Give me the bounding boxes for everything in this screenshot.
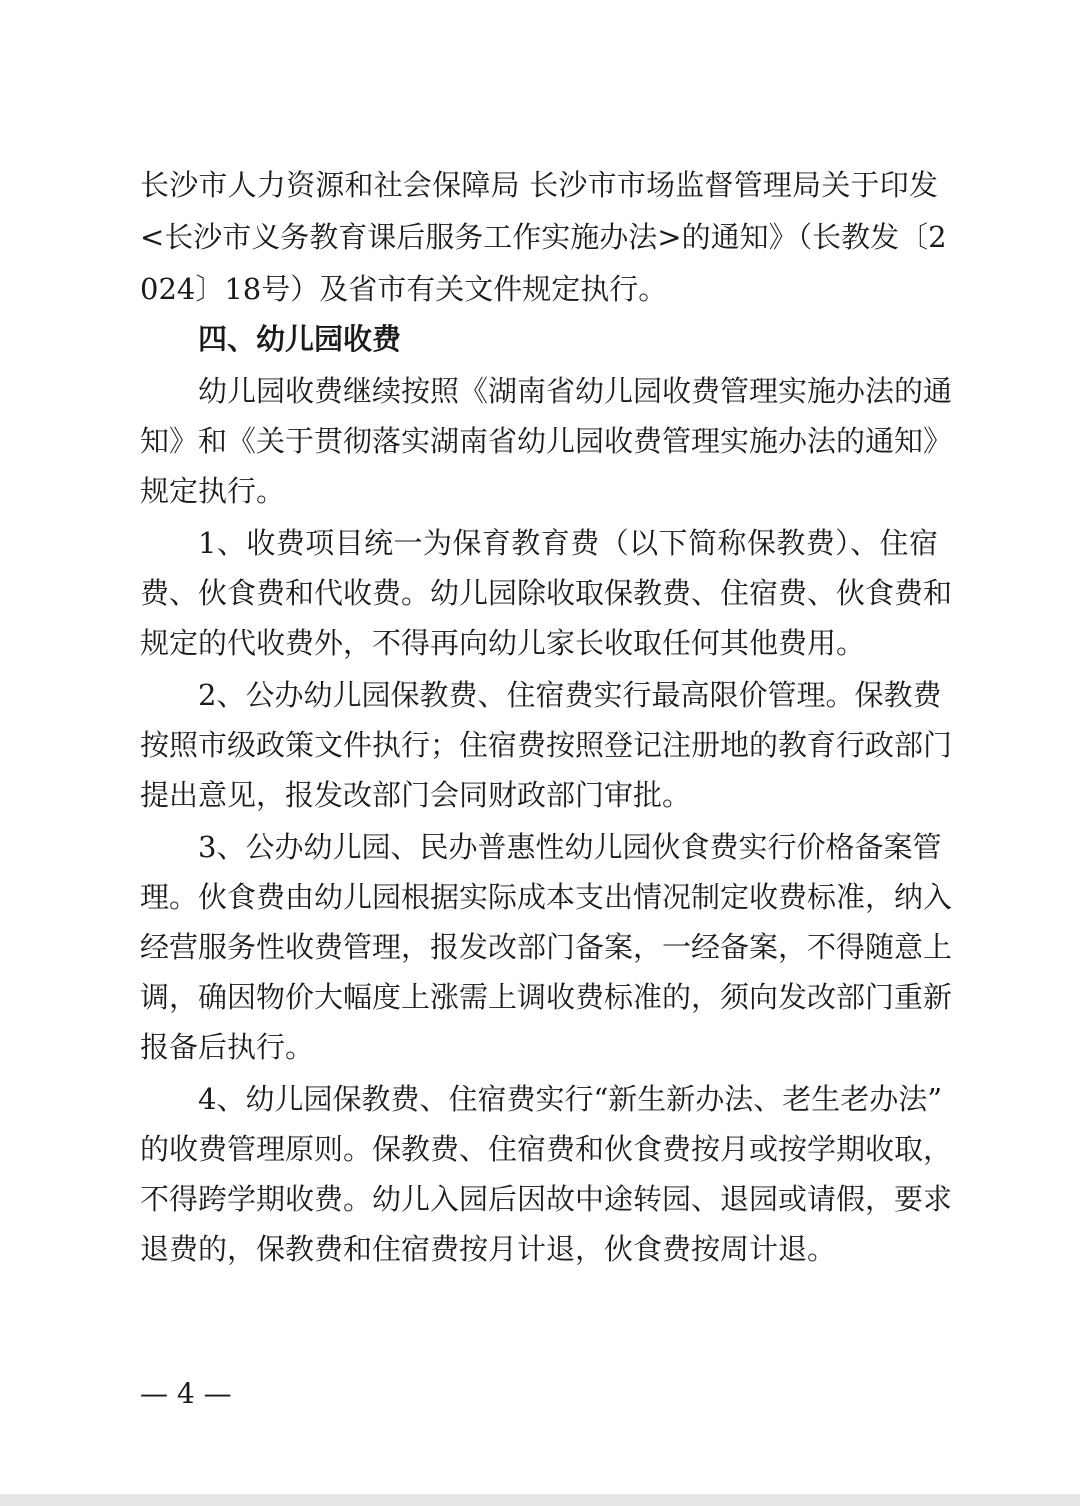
page-number: — 4 — xyxy=(140,1377,232,1410)
text-line: 长沙市人力资源和社会保障局 长沙市市场监督管理局关于印发 xyxy=(140,168,938,202)
text-line: 按照市级政策文件执行；住宿费按照登记注册地的教育行政部门 xyxy=(140,728,953,762)
text-line: 提出意见，报发改部门会同财政部门审批。 xyxy=(140,778,692,812)
section-heading: 四、幼儿园收费 xyxy=(198,322,402,356)
text-line: 不得跨学期收费。幼儿入园后因故中途转园、退园或请假，要求 xyxy=(140,1182,953,1216)
text-line: 2、公办幼儿园保教费、住宿费实行最高限价管理。保教费 xyxy=(198,678,942,712)
text-line: 费、伙食费和代收费。幼儿园除收取保教费、住宿费、伙食费和 xyxy=(140,576,953,610)
text-line: 3、公办幼儿园、民办普惠性幼儿园伙食费实行价格备案管 xyxy=(198,830,942,864)
text-line: <长沙市义务教育课后服务工作实施办法>的通知》（长教发〔2 xyxy=(140,220,947,254)
text-line: 规定的代收费外，不得再向幼儿家长收取任何其他费用。 xyxy=(140,626,866,660)
text-line: 的收费管理原则。保教费、住宿费和伙食费按月或按学期收取， xyxy=(140,1132,953,1166)
text-line: 4、幼儿园保教费、住宿费实行“新生新办法、老生老办法” xyxy=(198,1082,943,1116)
text-line: 调，确因物价大幅度上涨需上调收费标准的，须向发改部门重新 xyxy=(140,980,953,1014)
text-line: 知》和《关于贯彻落实湖南省幼儿园收费管理实施办法的通知》 xyxy=(140,424,953,458)
text-line: 幼儿园收费继续按照《湖南省幼儿园收费管理实施办法的通 xyxy=(198,374,953,408)
text-line: 理。伙食费由幼儿园根据实际成本支出情况制定收费标准，纳入 xyxy=(140,880,953,914)
text-line: 退费的，保教费和住宿费按月计退，伙食费按周计退。 xyxy=(140,1232,837,1266)
text-line: 规定执行。 xyxy=(140,474,286,508)
text-line: 024〕18号）及省市有关文件规定执行。 xyxy=(140,272,668,306)
text-line: 报备后执行。 xyxy=(140,1030,315,1064)
bottom-strip xyxy=(0,1494,1080,1506)
text-line: 经营服务性收费管理，报发改部门备案，一经备案，不得随意上 xyxy=(140,930,953,964)
text-line: 1、收费项目统一为保育教育费（以下简称保教费）、住宿 xyxy=(198,526,938,560)
